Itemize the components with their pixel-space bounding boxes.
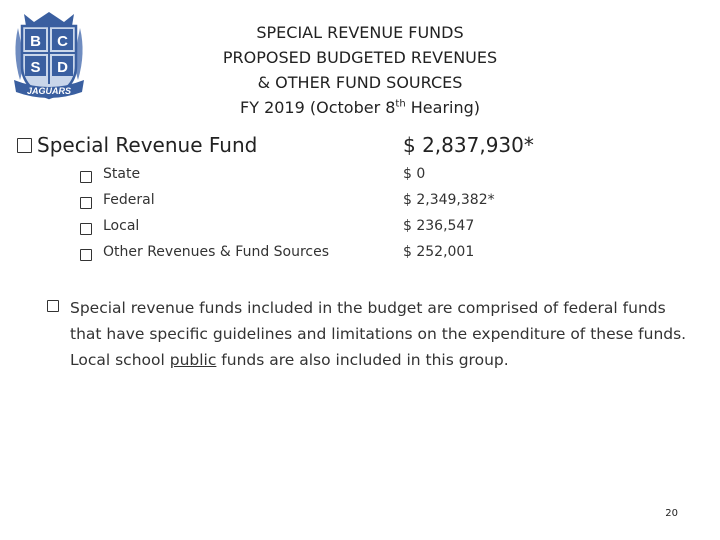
logo-crest-top — [24, 12, 74, 26]
title-line-4 — [180, 95, 540, 120]
title-line-4-sup: th — [395, 98, 406, 110]
description-text-before: Special revenue funds included in the budget are comprised of federal funds that have specific guidelines and limitations on the expenditure of these funds. Local school — [70, 299, 687, 369]
title-line-2: PROPOSED BUDGETED REVENUES — [222, 48, 498, 67]
main-item-label: Special Revenue Fund — [37, 133, 258, 157]
sub-item-row — [80, 192, 680, 218]
sub-item-amount: $ 236,547 — [403, 218, 475, 234]
logo-letter-c: C — [57, 33, 68, 50]
description-underlined-word: public — [169, 351, 217, 369]
slide-title — [180, 20, 540, 120]
sub-item-list — [80, 166, 680, 270]
sub-item-amount: $ 2,349,382* — [403, 192, 495, 208]
sub-item-row — [80, 244, 680, 270]
sub-item-row — [80, 218, 680, 244]
sub-item-label: State — [103, 166, 141, 182]
main-item-amount: $ 2,837,930* — [403, 133, 534, 157]
description-text-after: funds are also included in this group. — [216, 351, 509, 369]
title-line-1: SPECIAL REVENUE FUNDS — [256, 23, 464, 42]
main-item-row — [17, 133, 707, 161]
sub-item-label: Local — [103, 218, 140, 234]
logo-letter-d: D — [57, 59, 68, 76]
sub-item-amount: $ 0 — [403, 166, 426, 182]
bcsd-jaguars-logo — [10, 8, 88, 104]
page-number: 20 — [665, 508, 678, 519]
sub-item-amount: $ 252,001 — [403, 244, 475, 260]
checkbox-bullet-icon — [47, 300, 59, 312]
sub-item-label: Federal — [103, 192, 155, 208]
checkbox-bullet-icon — [17, 138, 32, 153]
sub-item-row — [80, 166, 680, 192]
checkbox-bullet-icon — [80, 197, 92, 209]
title-line-4-pre: FY 2019 (October 8 — [240, 98, 396, 117]
logo-banner-text: JAGUARS — [26, 86, 72, 96]
title-line-3: & OTHER FUND SOURCES — [257, 73, 463, 92]
checkbox-bullet-icon — [80, 171, 92, 183]
description-text — [70, 295, 687, 373]
sub-item-label: Other Revenues & Fund Sources — [103, 244, 330, 260]
checkbox-bullet-icon — [80, 249, 92, 261]
description-paragraph — [47, 295, 687, 373]
checkbox-bullet-icon — [80, 223, 92, 235]
logo-letter-b: B — [30, 33, 41, 50]
logo-letter-s: S — [30, 59, 41, 76]
title-line-4-post: Hearing) — [405, 98, 480, 117]
